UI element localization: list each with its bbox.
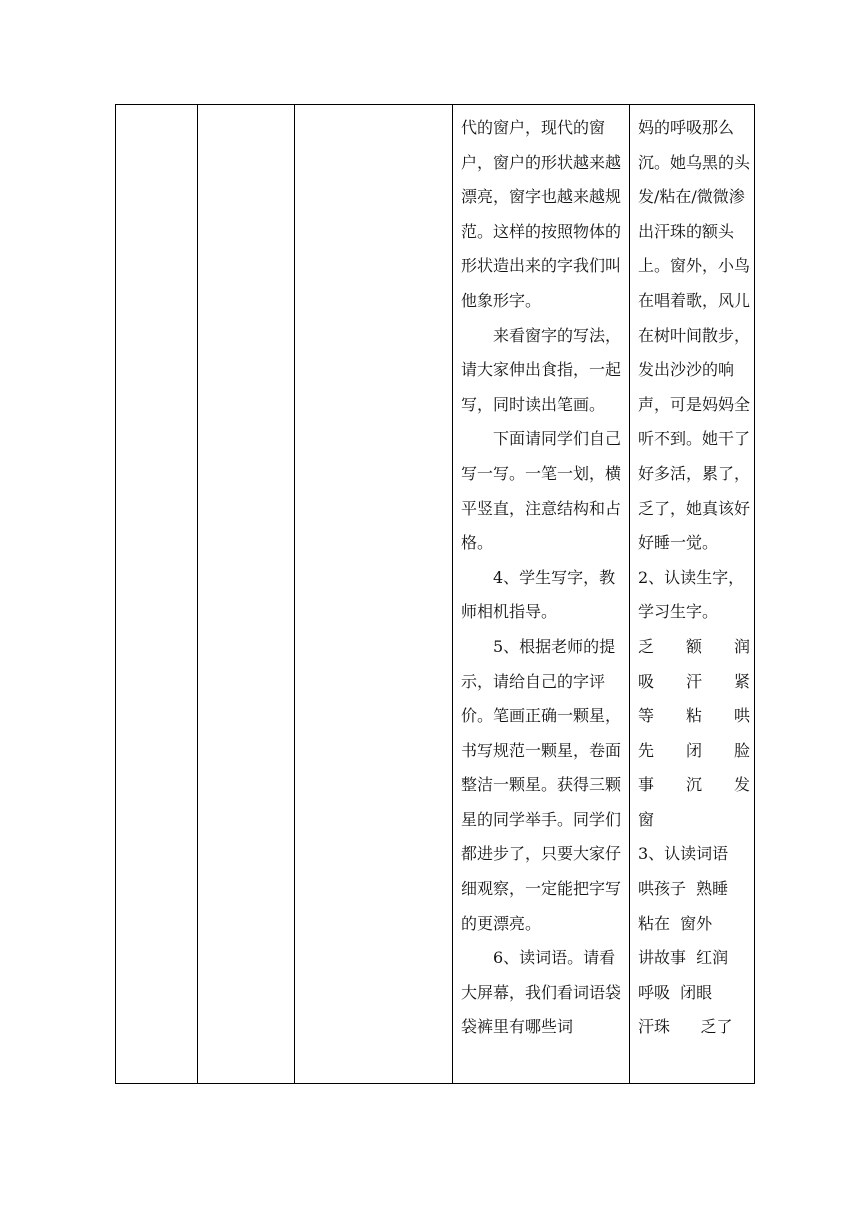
character: 紧 <box>733 671 750 691</box>
character: 先 <box>638 740 655 760</box>
column-3-cell <box>295 105 453 1084</box>
column-2-cell <box>198 105 295 1084</box>
character: 吸 <box>638 671 655 691</box>
step-heading: 2、认读生字，学习生字。 <box>638 567 745 622</box>
character: 事 <box>638 775 655 795</box>
character: 润 <box>733 636 750 656</box>
process-paragraph: 来看窗字的写法，请大家伸出食指，一起写，同时读出笔画。 <box>461 325 622 414</box>
character: 哄 <box>733 706 750 726</box>
character: 乏 <box>638 636 655 656</box>
character: 额 <box>685 636 702 656</box>
reading-paragraph: 妈的呼吸那么沉。她乌黑的头发/粘在/微微渗出汗珠的额头上。窗外，小鸟在唱着歌，风儿在树叶间散步，发出沙沙的响声，可是妈妈全听不到。她干了好多活，累了，乏了，她真该好好睡一觉。 <box>638 118 751 553</box>
character: 粘 <box>685 706 702 726</box>
process-paragraph: 5、根据老师的提示，请给自己的字评价。笔画正确一颗星，书写规范一颗星，卷面整洁一颗星。获得三颗星的同学举手。同学们都进步了，只要大家仔细观察，一定能把字写的更漂亮。 <box>461 636 622 933</box>
teaching-process-cell <box>453 105 630 1084</box>
character: 汗 <box>685 671 702 691</box>
character-row <box>638 630 750 665</box>
word-line: 呼吸 闭眼 <box>638 982 713 1002</box>
character: 窗 <box>638 809 655 829</box>
step-heading: 3、认读词语 <box>638 844 729 864</box>
character: 脸 <box>733 740 750 760</box>
word-line: 汗珠 乏了 <box>638 1017 733 1037</box>
process-paragraph: 下面请同学们自己写一写。一笔一划，横平竖直，注意结构和占格。 <box>461 429 622 553</box>
word-line: 讲故事 红润 <box>638 948 729 968</box>
character: 等 <box>638 706 655 726</box>
character-row <box>638 699 750 734</box>
column-1-cell <box>116 105 198 1084</box>
character-row <box>638 768 750 803</box>
word-line: 哄孩子 熟睡 <box>638 879 729 899</box>
word-line: 粘在 窗外 <box>638 913 713 933</box>
process-paragraph: 代的窗户，现代的窗户，窗户的形状越来越漂亮，窗字也越来越规范。这样的按照物体的形状造出来的字我们叫他象形字。 <box>461 118 622 310</box>
character-row <box>638 734 750 769</box>
character: 闭 <box>685 740 702 760</box>
character-row <box>638 665 750 700</box>
student-activity-cell <box>630 105 755 1084</box>
process-paragraph: 6、读词语。请看大屏幕，我们看词语袋袋裤里有哪些词 <box>461 948 622 1037</box>
lesson-table <box>115 104 755 1084</box>
character: 沉 <box>685 775 702 795</box>
character: 发 <box>733 775 750 795</box>
table-row <box>116 105 755 1084</box>
process-paragraph: 4、学生写字，教师相机指导。 <box>461 567 616 622</box>
